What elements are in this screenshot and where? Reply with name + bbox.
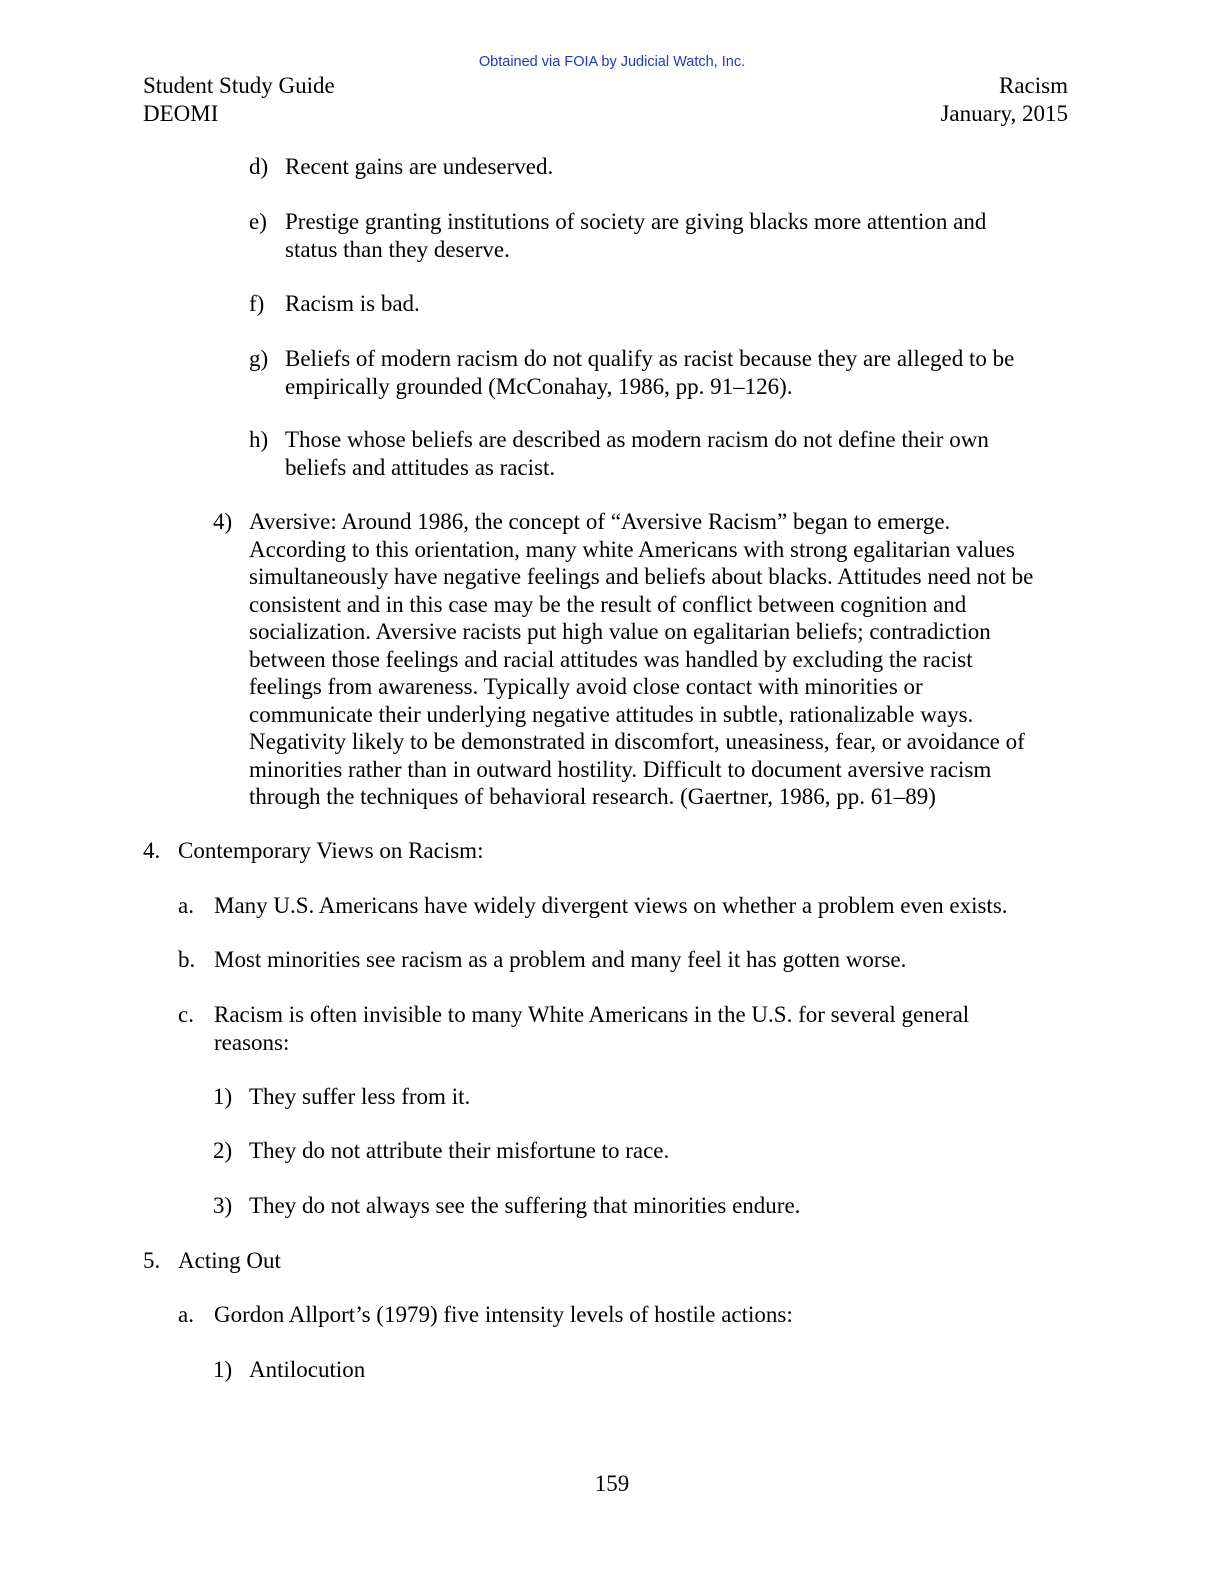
list-item-text — [249, 1137, 669, 1165]
list-item — [178, 946, 906, 974]
list-marker: a. — [178, 893, 194, 918]
text-line: Gordon Allport’s (1979) five intensity levels of hostile actions: — [214, 1302, 793, 1327]
list-marker: e) — [249, 209, 267, 234]
list-marker: 1) — [213, 1357, 233, 1382]
list-item — [213, 1192, 800, 1220]
list-item — [213, 1356, 365, 1384]
text-line: They do not attribute their misfortune to race. — [249, 1138, 670, 1163]
header-right — [940, 72, 1068, 127]
text-line: empirically grounded (McConahay, 1986, pp. 91–126). — [285, 373, 793, 399]
section-heading-text — [178, 1247, 281, 1275]
list-marker: f) — [249, 291, 265, 316]
text-line: beliefs and attitudes as racist. — [285, 454, 556, 480]
text-line: minorities rather than in outward hostility. Difficult to document aversive racism — [249, 756, 992, 782]
list-item — [178, 892, 1008, 920]
header-date: January, 2015 — [940, 100, 1068, 126]
text-line: They suffer less from it. — [249, 1084, 471, 1109]
page-number: 159 — [594, 1471, 630, 1496]
text-line: Negativity likely to be demonstrated in discomfort, uneasiness, fear, or avoidance of — [249, 729, 1025, 754]
list-marker: 2) — [213, 1138, 233, 1163]
text-line: simultaneously have negative feelings and beliefs about blacks. Attitudes need not be — [249, 564, 1034, 589]
list-item — [213, 1137, 669, 1165]
list-item-text — [249, 1356, 365, 1384]
list-item-text — [285, 345, 1014, 400]
list-item — [249, 290, 420, 318]
list-item — [213, 1083, 470, 1111]
text-line: through the techniques of behavioral research. (Gaertner, 1986, pp. 61–89) — [249, 784, 936, 809]
text-line: Prestige granting institutions of society are giving blacks more attention and — [285, 209, 987, 234]
text-line: Antilocution — [249, 1357, 366, 1382]
header-left — [143, 72, 335, 127]
text-line: Aversive: Around 1986, the concept of “Aversive Racism” began to emerge. — [249, 509, 951, 534]
list-marker: 4) — [213, 509, 233, 534]
text-line: Racism is often invisible to many White Americans in the U.S. for several general — [214, 1002, 970, 1027]
list-marker: g) — [249, 346, 269, 371]
list-item — [178, 1301, 793, 1329]
list-item-text — [285, 208, 986, 263]
list-item — [178, 1001, 969, 1056]
list-item-text — [285, 290, 420, 318]
header-topic: Racism — [999, 73, 1068, 98]
list-item — [249, 208, 986, 263]
list-marker: 5. — [143, 1248, 161, 1273]
text-line: between those feelings and racial attitudes was handled by excluding the racist — [249, 646, 973, 672]
foia-watermark: Obtained via FOIA by Judicial Watch, Inc. — [478, 54, 746, 70]
text-line: Many U.S. Americans have widely divergent views on whether a problem even exists. — [214, 893, 1008, 918]
list-item-text — [285, 426, 989, 481]
text-line: reasons: — [214, 1029, 290, 1055]
section-heading-text — [178, 837, 483, 865]
text-line: consistent and in this case may be the result of conflict between cognition and — [249, 591, 967, 617]
list-marker: h) — [249, 427, 269, 452]
list-item-text — [214, 946, 906, 974]
text-line: Beliefs of modern racism do not qualify as racist because they are alleged to be — [285, 346, 1015, 371]
list-marker: d) — [249, 154, 269, 179]
list-item-aversive — [213, 508, 1033, 811]
list-marker: 1) — [213, 1084, 233, 1109]
list-marker: c. — [178, 1002, 194, 1027]
text-line: socialization. Aversive racists put high value on egalitarian beliefs; contradiction — [249, 619, 991, 644]
list-item — [249, 426, 989, 481]
list-item-text — [249, 508, 1033, 811]
section-heading — [143, 1247, 281, 1275]
text-line: They do not always see the suffering that minorities endure. — [249, 1193, 801, 1218]
list-marker: b. — [178, 947, 196, 972]
list-marker: 4. — [143, 838, 161, 863]
text-line: feelings from awareness. Typically avoid close contact with minorities or — [249, 674, 923, 699]
header-guide-title: Student Study Guide — [143, 73, 335, 98]
list-item-text — [249, 1192, 800, 1220]
text-line: communicate their underlying negative attitudes in subtle, rationalizable ways. — [249, 701, 974, 727]
list-item — [249, 153, 553, 181]
section-heading — [143, 837, 483, 865]
list-marker: 3) — [213, 1193, 233, 1218]
text-line: Racism is bad. — [285, 291, 420, 316]
text-line: Acting Out — [178, 1248, 281, 1273]
text-line: Recent gains are undeserved. — [285, 154, 554, 179]
header-organization: DEOMI — [143, 100, 219, 126]
list-item-text — [214, 1001, 969, 1056]
text-line: status than they deserve. — [285, 236, 510, 262]
list-item-text — [214, 1301, 793, 1329]
text-line: According to this orientation, many white Americans with strong egalitarian values — [249, 536, 1015, 562]
list-item-text — [285, 153, 553, 181]
text-line: Most minorities see racism as a problem and many feel it has gotten worse. — [214, 947, 907, 972]
text-line: Those whose beliefs are described as modern racism do not define their own — [285, 427, 989, 452]
list-item — [249, 345, 1014, 400]
list-item-text — [249, 1083, 470, 1111]
text-line: Contemporary Views on Racism: — [178, 838, 484, 863]
list-marker: a. — [178, 1302, 194, 1327]
list-item-text — [214, 892, 1008, 920]
